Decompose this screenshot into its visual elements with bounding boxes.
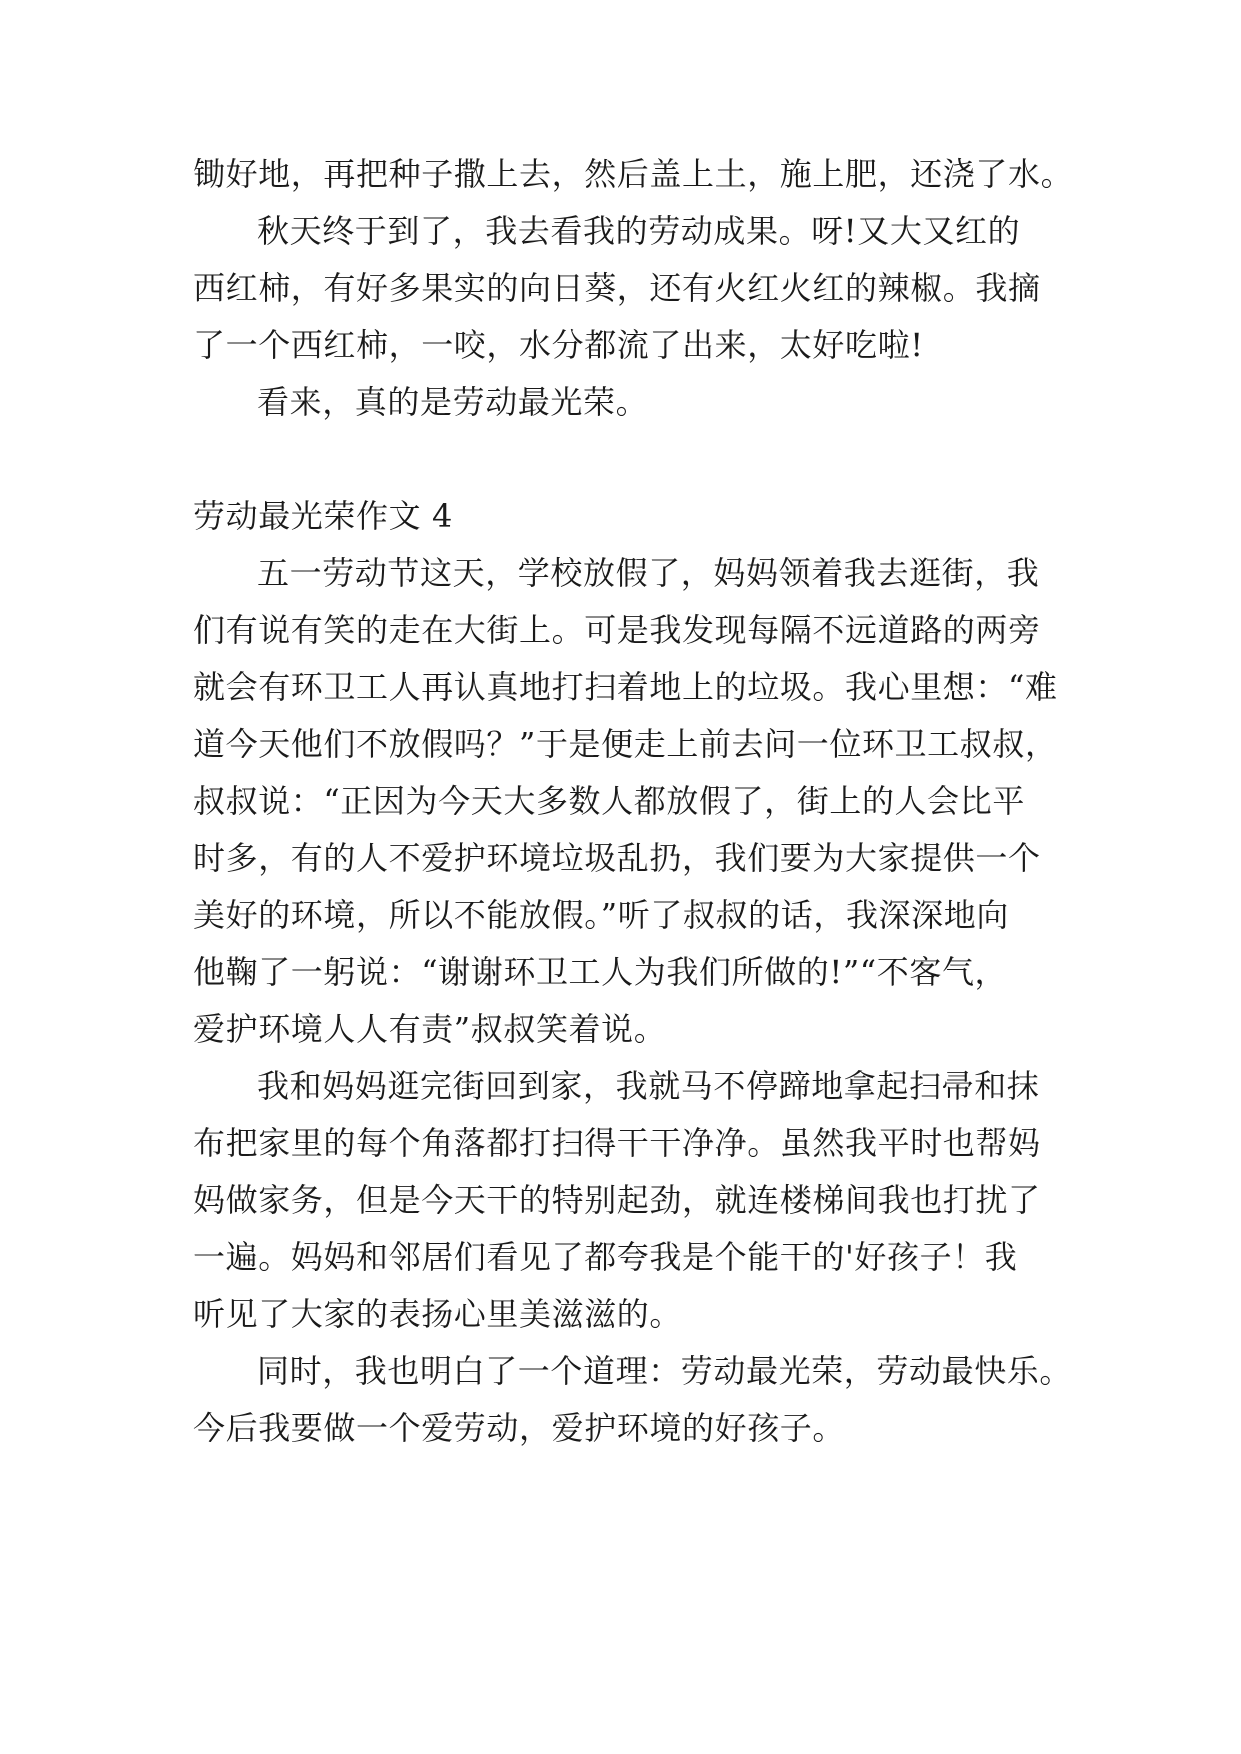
paragraph-cleaning xyxy=(193,1058,1063,1343)
text-line: 同时，我也明白了一个道理：劳动最光荣，劳动最快乐。 xyxy=(257,1352,1073,1390)
text-line: 听见了大家的表扬心里美滋滋的。 xyxy=(193,1295,683,1333)
text-line: 一遍。妈妈和邻居们看见了都夸我是个能干的'好孩子！我 xyxy=(193,1238,1018,1276)
text-line: 们有说有笑的走在大街上。可是我发现每隔不远道路的两旁 xyxy=(193,611,1041,649)
text-line: 西红柿，有好多果实的向日葵，还有火红火红的辣椒。我摘 xyxy=(193,269,1041,307)
text-line: 我和妈妈逛完街回到家，我就马不停蹄地拿起扫帚和抹 xyxy=(257,1067,1040,1105)
paragraph-conclusion xyxy=(193,374,1063,431)
text-line: 今后我要做一个爱劳动，爱护环境的好孩子。 xyxy=(193,1409,846,1447)
paragraph-may-day xyxy=(193,545,1063,1058)
text-line: 秋天终于到了，我去看我的劳动成果。呀!又大又红的 xyxy=(257,212,1021,250)
essay-heading: 劳动最光荣作文 4 xyxy=(193,497,453,535)
text-line: 叔叔说：“正因为今天大多数人都放假了，街上的人会比平 xyxy=(193,782,1025,820)
text-line: 五一劳动节这天，学校放假了，妈妈领着我去逛街，我 xyxy=(257,554,1040,592)
paragraph-autumn xyxy=(193,203,1063,374)
text-line: 时多，有的人不爱护环境垃圾乱扔，我们要为大家提供一个 xyxy=(193,839,1041,877)
text-line: 爱护环境人人有责”叔叔笑着说。 xyxy=(193,1010,667,1048)
text-line: 看来，真的是劳动最光荣。 xyxy=(257,383,649,421)
text-line: 道今天他们不放假吗？”于是便走上前去问一位环卫工叔叔， xyxy=(193,725,1058,763)
text-line: 了一个西红柿，一咬，水分都流了出来，太好吃啦! xyxy=(193,326,924,364)
text-line: 美好的环境，所以不能放假。”听了叔叔的话，我深深地向 xyxy=(193,896,1009,934)
text-line: 就会有环卫工人再认真地打扫着地上的垃圾。我心里想：“难 xyxy=(193,668,1058,706)
text-line: 锄好地，再把种子撒上去，然后盖上土，施上肥，还浇了水。 xyxy=(193,155,1074,193)
paragraph-lesson xyxy=(193,1343,1073,1457)
text-line: 妈做家务，但是今天干的特别起劲，就连楼梯间我也打扰了 xyxy=(193,1181,1041,1219)
text-line: 布把家里的每个角落都打扫得干干净净。虽然我平时也帮妈 xyxy=(193,1124,1041,1162)
document-body xyxy=(193,146,1074,1457)
paragraph-continuation xyxy=(193,146,1074,203)
text-line: 他鞠了一躬说：“谢谢环卫工人为我们所做的!”“不客气， xyxy=(193,953,1008,991)
